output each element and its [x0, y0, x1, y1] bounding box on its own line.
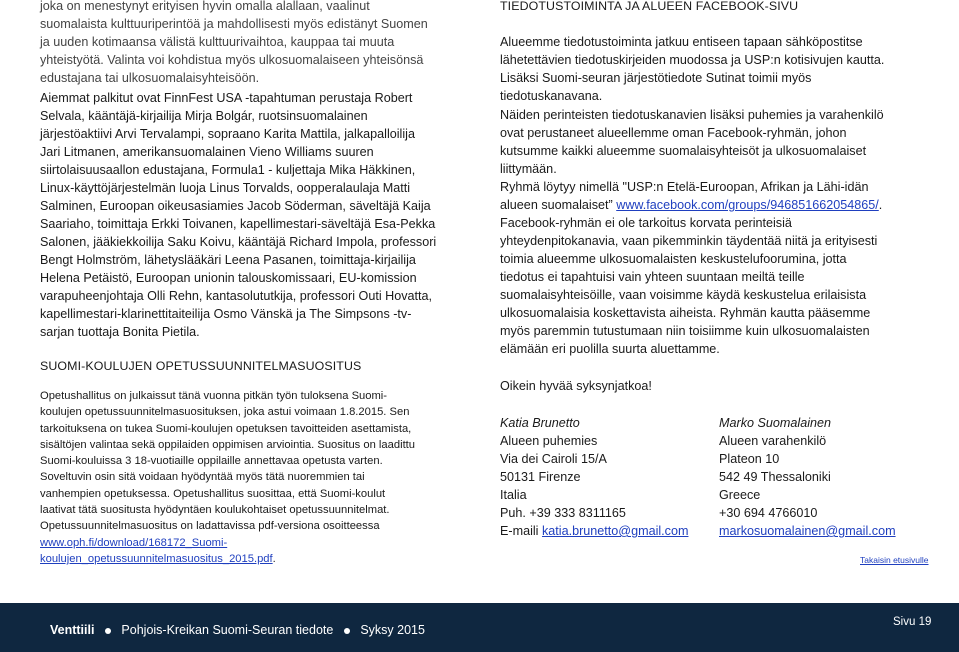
- text-line: yhteydenpitokanavia, vaan pikemminkin täydentää niitä ja erityisesti: [500, 234, 878, 248]
- contact-role: Alueen puhemies: [500, 434, 598, 448]
- text-line: Opetussuunnitelmasuositus on ladattavissa pdf-versiona osoitteessa: [40, 520, 380, 533]
- text-line: Ryhmä löytyy nimellä "USP:n Etelä-Euroopan, Afrikan ja Lähi-idän: [500, 180, 869, 194]
- contact-name: Katia Brunetto: [500, 416, 580, 430]
- text-line: edustajana tai ulkosuomalaisyhteisöön.: [40, 71, 260, 85]
- bullet-icon: [344, 628, 350, 634]
- curriculum-pdf-link-part2[interactable]: koulujen_opetussuunnitelmasuositus_2015.pdf: [40, 552, 273, 565]
- footer-text: [50, 623, 425, 637]
- text-line: koulujen opetussuunnitelmasuosituksen, joka astui voimaan 1.8.2015. Sen: [40, 406, 410, 419]
- contact-city: 50131 Firenze: [500, 470, 581, 484]
- text-line: sisältöjen valintaa sekä oppilaiden oppimisen arviointia. Suositus on laadittu: [40, 438, 416, 451]
- info-paragraph-3: [500, 178, 940, 358]
- contact-street: Via dei Cairoli 15/A: [500, 452, 607, 466]
- text-line: Salminen, Euroopan oikeusasiamies Jacob Söderman, säveltäjä Kaija: [40, 199, 431, 213]
- text-line: [500, 196, 940, 214]
- contact-email-line: [500, 522, 715, 540]
- text-line: Suomi-kouluissa 3 18-vuotiaille oppilaille annettavaa opetusta varten.: [40, 455, 383, 468]
- text-line: tiedotuskanavana.: [500, 89, 603, 103]
- winners-paragraph: [40, 89, 470, 341]
- text-line: suomalaisyhteisöille, vaan voisimme käydä keskustelua erilaisista: [500, 288, 867, 302]
- text-line: varapuheenjohtaja Olli Rehn, kantasolututkija, professori Outi Hovatta,: [40, 289, 433, 303]
- footer-publication: Pohjois-Kreikan Suomi-Seuran tiedote: [121, 623, 334, 637]
- info-paragraph-1: [500, 33, 940, 105]
- contact-email-line: [719, 522, 939, 540]
- period: .: [878, 198, 883, 212]
- period: .: [272, 552, 276, 565]
- text-line: Lisäksi Suomi-seuran järjestötiedote Sutinat toimii myös: [500, 71, 812, 85]
- text-line: Soveltuvin osin sitä voidaan hyödyntää myös tätä nuoremmien tai: [40, 471, 365, 484]
- text-line: siirtolaisuusaallon edustajana, Formula1 - kuljettaja Mika Häkkinen,: [40, 163, 416, 177]
- text-line: Salonen, jääkiekkoilija Saku Koivu, kääntäjä Richard Impola, professori: [40, 235, 437, 249]
- text-line: Alueemme tiedotustoiminta jatkuu entiseen tapaan sähköpostitse: [500, 35, 863, 49]
- text-line: [40, 535, 470, 551]
- text-line: Näiden perinteisten tiedotuskanavien lisäksi puhemies ja varahenkilö: [500, 108, 884, 122]
- email-link[interactable]: markosuomalainen@gmail.com: [719, 524, 896, 538]
- right-heading: TIEDOTUSTOIMINTA JA ALUEEN FACEBOOK-SIVU: [500, 0, 799, 13]
- contact-country: Italia: [500, 488, 527, 502]
- contact-phone: +30 694 4766010: [719, 506, 818, 520]
- text-line: myös paremmin tutustumaan niin toisiimme kuin ulkosuomalaisten: [500, 324, 870, 338]
- footer-brand: Venttiili: [50, 623, 95, 637]
- contact-card-katia: [500, 414, 715, 540]
- text-fragment: alueen suomalaiset”: [500, 198, 617, 212]
- text-line: liittymään.: [500, 162, 557, 176]
- text-line: ja uuden kotimaansa välistä kulttuurivaihtoa, kauppaa tai muuta: [40, 35, 395, 49]
- text-line: joka on menestynyt erityisen hyvin omalla alallaan, vaalinut: [40, 0, 370, 13]
- info-paragraph-2: [500, 106, 940, 178]
- page-footer: [0, 603, 959, 652]
- text-line: Jari Litmanen, amerikansuomalainen Vieno Williams suuren: [40, 145, 374, 159]
- contact-city: 542 49 Thessaloniki: [719, 470, 831, 484]
- email-link[interactable]: katia.brunetto@gmail.com: [541, 524, 689, 538]
- contact-country: Greece: [719, 488, 761, 502]
- text-line: elämään eri puolilla suurta aluettamme.: [500, 342, 720, 356]
- greeting: Oikein hyvää syksynjatkoa!: [500, 379, 652, 393]
- contact-street: Plateon 10: [719, 452, 780, 466]
- facebook-group-link[interactable]: www.facebook.com/groups/946851662054865/: [616, 198, 879, 212]
- intro-paragraph: [40, 0, 470, 87]
- text-line: kutsumme kaikki alueemme suomalaisyhteisöt ja ulkosuomalaiset: [500, 144, 867, 158]
- curriculum-pdf-link-part1[interactable]: www.oph.fi/download/168172_Suomi-: [40, 536, 228, 549]
- page-number: Sivu 19: [893, 616, 932, 628]
- text-line: sarjan tuottaja Bonita Pietila.: [40, 325, 200, 339]
- contact-name: Marko Suomalainen: [719, 416, 832, 430]
- text-line: Bengt Holmström, lähetyslääkäri Leena Pasanen, toimittaja-kirjailija: [40, 253, 416, 267]
- contact-phone: Puh. +39 333 8311165: [500, 506, 626, 520]
- contact-card-marko: [719, 414, 939, 540]
- text-line: [40, 551, 470, 567]
- text-line: Saariaho, toimittaja Erkki Toivanen, kapellimestari-säveltäjä Esa-Pekka: [40, 217, 436, 231]
- text-line: yhteistyötä. Valinta voi kohdistua myös ulkosuomalaiseen yhteisönsä: [40, 53, 424, 67]
- text-line: tarkoituksena on tukea Suomi-koulujen opetuksen tavoitteiden asettamista,: [40, 422, 412, 435]
- text-line: Aiemmat palkitut ovat FinnFest USA -tapahtuman perustaja Robert: [40, 91, 413, 105]
- text-line: suomalaista kulttuuriperintöä ja mahdollisesti myös edistänyt Suomen: [40, 17, 428, 31]
- email-label: E-maili: [500, 524, 542, 538]
- back-to-frontpage-link[interactable]: Takaisin etusivulle: [860, 555, 929, 565]
- text-line: Facebook-ryhmän ei ole tarkoitus korvata perinteisiä: [500, 216, 792, 230]
- text-line: ulkosuomalaisia koskettavista aiheista. Ryhmän kautta pääsemme: [500, 306, 871, 320]
- contact-role: Alueen varahenkilö: [719, 434, 827, 448]
- text-line: Helena Petäistö, Euroopan unionin talouskomissaari, EU-komission: [40, 271, 417, 285]
- footer-issue: Syksy 2015: [360, 623, 425, 637]
- text-line: ovat perustaneet alueellemme oman Facebook-ryhmän, johon: [500, 126, 847, 140]
- section-heading: SUOMI-KOULUJEN OPETUSSUUNNITELMASUOSITUS: [40, 359, 362, 373]
- text-line: järjestöaktiivi Arvi Tervalampi, sopraano Karita Mattila, jalkapalloilija: [40, 127, 415, 141]
- text-line: Selvala, kääntäjä-kirjailija Mirja Bolgár, ruotsinsuomalainen: [40, 109, 368, 123]
- text-line: laativat tätä suositusta hyödyntäen koulukohtaiset opetussuunnitelmat.: [40, 504, 390, 517]
- curriculum-paragraph: [40, 388, 470, 567]
- text-line: tiedotus ei tapahtuisi vain yhteen suuntaan meiltä teille: [500, 270, 805, 284]
- text-line: toimia alueemme ulkosuomalaisten keskustelufoorumina, jotta: [500, 252, 847, 266]
- text-line: Opetushallitus on julkaissut tänä vuonna pitkän työn tuloksena Suomi-: [40, 390, 388, 402]
- bullet-icon: [105, 628, 111, 634]
- text-line: Linux-käyttöjärjestelmän luoja Linus Torvalds, oopperalaulaja Matti: [40, 181, 411, 195]
- text-line: vanhempien opetuksessa. Opetushallitus suosittaa, että Suomi-koulut: [40, 487, 386, 500]
- text-line: lähetettävien tiedotuskirjeiden muodossa ja USP:n kotisivujen kautta.: [500, 53, 885, 67]
- text-line: kapellimestari-klarinettitaiteilija Osmo Vänskä ja The Simpsons -tv-: [40, 307, 412, 321]
